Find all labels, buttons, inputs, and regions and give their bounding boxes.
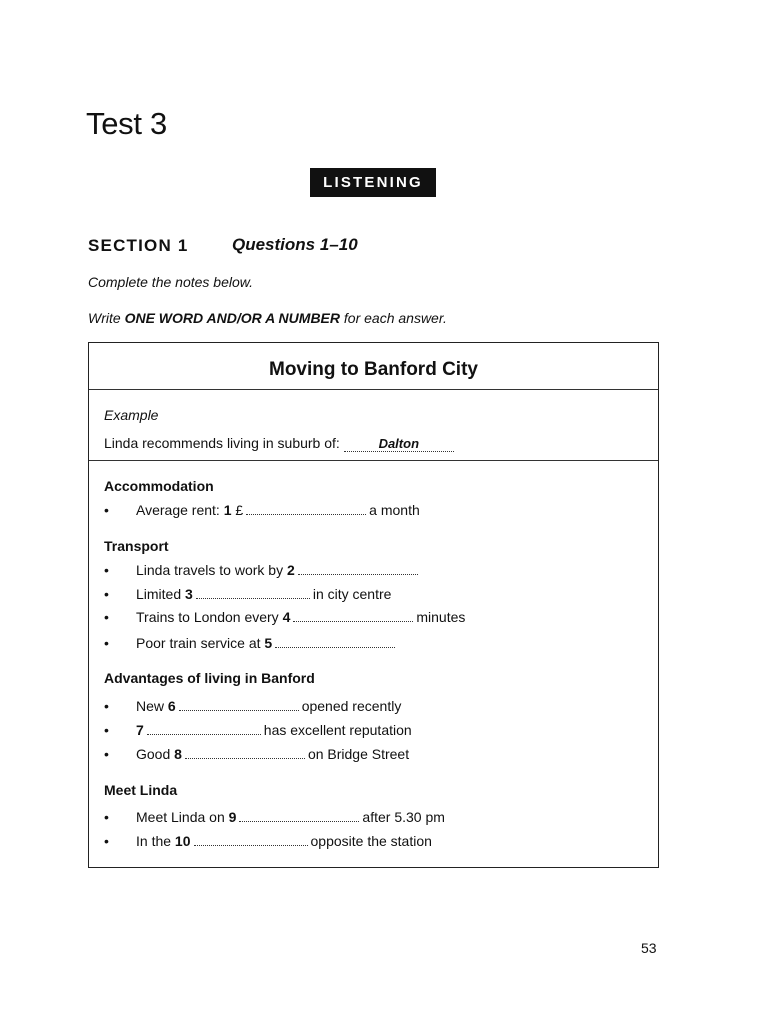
q8-after: on Bridge Street [307, 746, 410, 762]
answer-gap-6[interactable] [179, 700, 299, 711]
q9-after: after 5.30 pm [362, 809, 445, 825]
bullet: • [104, 635, 109, 651]
q10-after: opposite the station [310, 833, 432, 849]
q3-text: Limited [136, 586, 182, 602]
example-divider [89, 460, 658, 461]
question-9-row [104, 809, 445, 825]
example-text: Linda recommends living in suburb of: [104, 435, 340, 451]
bullet: • [104, 722, 109, 738]
question-10-row [104, 833, 432, 849]
q10-number: 10 [174, 833, 191, 849]
example-line [104, 435, 454, 452]
instruction-word-limit [88, 310, 447, 326]
answer-gap-2[interactable] [298, 564, 418, 575]
answer-gap-1[interactable] [246, 504, 366, 515]
q1-currency: £ [235, 502, 244, 518]
answer-gap-4[interactable] [293, 611, 413, 622]
bullet: • [104, 609, 109, 625]
answer-gap-3[interactable] [196, 588, 310, 599]
heading-transport: Transport [104, 538, 169, 554]
heading-accommodation: Accommodation [104, 478, 214, 494]
question-4-row [104, 609, 465, 625]
bullet: • [104, 746, 109, 762]
q3-after: in city centre [312, 586, 392, 602]
q4-text: Trains to London every [136, 609, 279, 625]
example-label: Example [104, 407, 159, 423]
answer-gap-7[interactable] [147, 724, 261, 735]
q8-number: 8 [174, 746, 182, 762]
questions-range: Questions 1–10 [232, 235, 358, 254]
test-title: Test 3 [86, 106, 167, 141]
title-divider [89, 389, 658, 390]
question-3-row [104, 586, 391, 602]
bullet: • [104, 833, 109, 849]
q4-number: 4 [282, 609, 291, 625]
question-2-row [104, 562, 421, 578]
page-number: 53 [641, 940, 657, 956]
question-7-row [104, 722, 412, 738]
answer-gap-5[interactable] [275, 637, 395, 648]
q10-text: In the [136, 833, 172, 849]
question-5-row [104, 635, 398, 651]
q9-text: Meet Linda on [136, 809, 225, 825]
instruction-suffix: for each answer. [340, 310, 447, 326]
q1-number: 1 [223, 502, 232, 518]
example-answer: Dalton [344, 437, 454, 452]
q6-text: New [136, 698, 165, 714]
bullet: • [104, 562, 109, 578]
q2-text: Linda travels to work by [136, 562, 284, 578]
section-label: SECTION 1 [88, 236, 189, 255]
question-8-row [104, 746, 409, 762]
answer-gap-8[interactable] [185, 748, 305, 759]
bullet: • [104, 698, 109, 714]
bullet: • [104, 586, 109, 602]
question-6-row [104, 698, 401, 714]
q6-number: 6 [167, 698, 176, 714]
q5-number: 5 [264, 635, 273, 651]
bullet: • [104, 502, 109, 518]
heading-meet-linda: Meet Linda [104, 782, 178, 798]
instruction-complete-notes: Complete the notes below. [88, 274, 253, 290]
q5-text: Poor train service at [136, 635, 261, 651]
q8-text: Good [136, 746, 171, 762]
q6-after: opened recently [301, 698, 402, 714]
question-1-row [104, 502, 420, 518]
heading-advantages: Advantages of living in Banford [104, 670, 315, 686]
notes-box [88, 342, 659, 868]
q3-number: 3 [185, 586, 193, 602]
q1-text: Average rent: [136, 502, 220, 518]
q2-number: 2 [286, 562, 295, 578]
notes-title: Moving to Banford City [269, 359, 478, 380]
q1-after: a month [369, 502, 420, 518]
instruction-prefix: Write [88, 310, 125, 326]
q7-after: has excellent reputation [263, 722, 412, 738]
bullet: • [104, 809, 109, 825]
listening-badge: LISTENING [310, 168, 436, 197]
instruction-word-limit-bold: ONE WORD AND/OR A NUMBER [124, 310, 340, 326]
q9-number: 9 [228, 809, 237, 825]
answer-gap-9[interactable] [239, 811, 359, 822]
q7-number: 7 [136, 722, 144, 738]
q4-after: minutes [416, 609, 466, 625]
answer-gap-10[interactable] [194, 835, 308, 846]
